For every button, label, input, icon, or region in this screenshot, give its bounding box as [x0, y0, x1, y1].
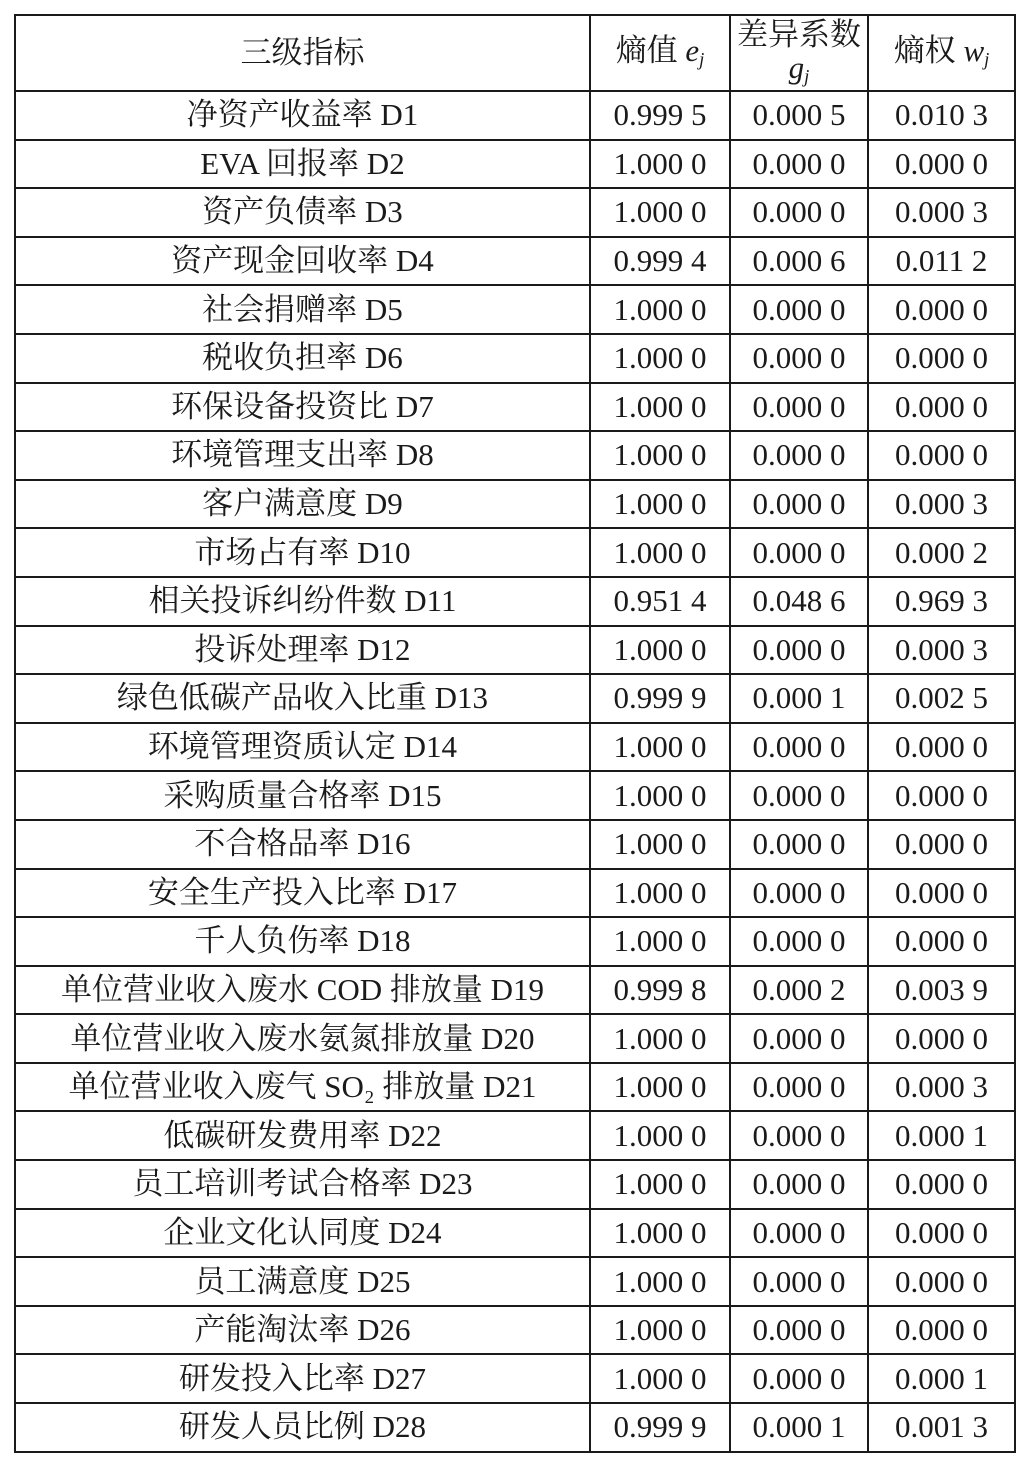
diff-coefficient-cell: 0.000 1: [730, 674, 868, 723]
diff-coefficient-cell: 0.000 0: [730, 528, 868, 577]
diff-coefficient-cell: 0.000 0: [730, 1063, 868, 1112]
entropy-weight-cell: 0.000 0: [868, 1257, 1015, 1306]
diff-coefficient-cell: 0.000 0: [730, 626, 868, 675]
indicator-cell: 千人负伤率 D18: [15, 917, 590, 966]
indicator-cell: 安全生产投入比率 D17: [15, 869, 590, 918]
header-entropy-weight: [868, 15, 1015, 91]
table-row: [15, 1257, 1015, 1306]
indicator-cell: 环保设备投资比 D7: [15, 383, 590, 432]
diff-coefficient-cell: 0.000 5: [730, 91, 868, 140]
indicator-cell: 资产负债率 D3: [15, 188, 590, 237]
indicator-cell: 环境管理支出率 D8: [15, 431, 590, 480]
header-indicator: [15, 15, 590, 91]
indicator-cell: 社会捐赠率 D5: [15, 285, 590, 334]
entropy-weight-cell: 0.000 2: [868, 528, 1015, 577]
diff-coefficient-cell: 0.000 0: [730, 1209, 868, 1258]
diff-coefficient-cell: 0.000 0: [730, 1111, 868, 1160]
entropy-weight-cell: 0.000 0: [868, 431, 1015, 480]
diff-coefficient-cell: 0.000 0: [730, 917, 868, 966]
table-row: [15, 674, 1015, 723]
table-row: [15, 188, 1015, 237]
diff-coefficient-cell: 0.000 0: [730, 1257, 868, 1306]
table-row: [15, 480, 1015, 529]
entropy-cell: 1.000 0: [590, 1257, 730, 1306]
entropy-cell: 1.000 0: [590, 723, 730, 772]
entropy-cell: 0.999 4: [590, 237, 730, 286]
header-diff-symbol: g: [788, 49, 805, 85]
entropy-weight-cell: 0.010 3: [868, 91, 1015, 140]
indicator-cell: 员工满意度 D25: [15, 1257, 590, 1306]
entropy-weight-cell: 0.000 1: [868, 1354, 1015, 1403]
entropy-weight-cell: 0.000 3: [868, 188, 1015, 237]
header-indicator-label: 三级指标: [240, 34, 365, 70]
entropy-cell: 0.999 8: [590, 966, 730, 1015]
table-row: [15, 1306, 1015, 1355]
entropy-cell: 1.000 0: [590, 1306, 730, 1355]
entropy-cell: 1.000 0: [590, 480, 730, 529]
indicator-cell: 研发投入比率 D27: [15, 1354, 590, 1403]
entropy-weight-cell: 0.000 0: [868, 383, 1015, 432]
entropy-weight-cell: 0.000 0: [868, 285, 1015, 334]
entropy-weight-cell: 0.000 0: [868, 820, 1015, 869]
entropy-cell: 1.000 0: [590, 917, 730, 966]
diff-coefficient-cell: 0.000 0: [730, 188, 868, 237]
table-row: [15, 723, 1015, 772]
entropy-weight-cell: 0.969 3: [868, 577, 1015, 626]
indicator-cell: 相关投诉纠纷件数 D11: [15, 577, 590, 626]
entropy-cell: 1.000 0: [590, 285, 730, 334]
indicator-cell: 单位营业收入废气 SO₂ 排放量 D21: [15, 1063, 590, 1112]
table-row: [15, 771, 1015, 820]
header-diff-subscript: j: [804, 66, 810, 88]
indicator-cell: 税收负担率 D6: [15, 334, 590, 383]
indicator-cell: 单位营业收入废水氨氮排放量 D20: [15, 1014, 590, 1063]
entropy-cell: 1.000 0: [590, 1354, 730, 1403]
entropy-cell: 0.999 9: [590, 674, 730, 723]
indicator-cell: 员工培训考试合格率 D23: [15, 1160, 590, 1209]
entropy-cell: 1.000 0: [590, 1014, 730, 1063]
diff-coefficient-cell: 0.000 1: [730, 1403, 868, 1452]
diff-coefficient-cell: 0.000 0: [730, 1354, 868, 1403]
diff-coefficient-cell: 0.000 0: [730, 723, 868, 772]
entropy-weight-table: [14, 14, 1016, 1453]
indicator-cell: 采购质量合格率 D15: [15, 771, 590, 820]
table-row: [15, 966, 1015, 1015]
indicator-cell: 研发人员比例 D28: [15, 1403, 590, 1452]
table-row: [15, 334, 1015, 383]
entropy-weight-cell: 0.000 1: [868, 1111, 1015, 1160]
entropy-cell: 1.000 0: [590, 334, 730, 383]
indicator-cell: 企业文化认同度 D24: [15, 1209, 590, 1258]
entropy-weight-cell: 0.001 3: [868, 1403, 1015, 1452]
entropy-cell: 1.000 0: [590, 771, 730, 820]
diff-coefficient-cell: 0.000 0: [730, 334, 868, 383]
indicator-cell: 绿色低碳产品收入比重 D13: [15, 674, 590, 723]
table-row: [15, 1354, 1015, 1403]
entropy-weight-cell: 0.000 3: [868, 626, 1015, 675]
table-row: [15, 917, 1015, 966]
table-row: [15, 237, 1015, 286]
header-weight-symbol: w: [963, 33, 985, 69]
entropy-cell: 1.000 0: [590, 1063, 730, 1112]
table-row: [15, 869, 1015, 918]
entropy-weight-cell: 0.000 0: [868, 771, 1015, 820]
table-row: [15, 1014, 1015, 1063]
header-entropy: [590, 15, 730, 91]
entropy-weight-cell: 0.000 3: [868, 480, 1015, 529]
indicator-cell: 客户满意度 D9: [15, 480, 590, 529]
diff-coefficient-cell: 0.000 0: [730, 285, 868, 334]
diff-coefficient-cell: 0.000 0: [730, 1014, 868, 1063]
indicator-cell: 环境管理资质认定 D14: [15, 723, 590, 772]
entropy-weight-cell: 0.000 0: [868, 140, 1015, 189]
diff-coefficient-cell: 0.000 0: [730, 820, 868, 869]
entropy-cell: 1.000 0: [590, 1111, 730, 1160]
table-row: [15, 91, 1015, 140]
entropy-cell: 1.000 0: [590, 820, 730, 869]
entropy-cell: 1.000 0: [590, 528, 730, 577]
entropy-weight-cell: 0.011 2: [868, 237, 1015, 286]
diff-coefficient-cell: 0.000 0: [730, 869, 868, 918]
entropy-cell: 1.000 0: [590, 431, 730, 480]
table-row: [15, 1403, 1015, 1452]
diff-coefficient-cell: 0.000 0: [730, 431, 868, 480]
entropy-cell: 1.000 0: [590, 626, 730, 675]
diff-coefficient-cell: 0.000 0: [730, 771, 868, 820]
diff-coefficient-cell: 0.000 2: [730, 966, 868, 1015]
entropy-weight-cell: 0.000 0: [868, 917, 1015, 966]
header-entropy-label: 熵值: [615, 33, 678, 69]
entropy-weight-cell: 0.000 0: [868, 869, 1015, 918]
table-row: [15, 383, 1015, 432]
entropy-cell: 0.999 9: [590, 1403, 730, 1452]
table-row: [15, 140, 1015, 189]
table-row: [15, 431, 1015, 480]
indicator-cell: 产能淘汰率 D26: [15, 1306, 590, 1355]
entropy-cell: 1.000 0: [590, 383, 730, 432]
diff-coefficient-cell: 0.000 0: [730, 140, 868, 189]
diff-coefficient-cell: 0.000 0: [730, 383, 868, 432]
diff-coefficient-cell: 0.048 6: [730, 577, 868, 626]
indicator-cell: 净资产收益率 D1: [15, 91, 590, 140]
indicator-cell: 单位营业收入废水 COD 排放量 D19: [15, 966, 590, 1015]
table-row: [15, 577, 1015, 626]
indicator-cell: 市场占有率 D10: [15, 528, 590, 577]
entropy-weight-cell: 0.003 9: [868, 966, 1015, 1015]
entropy-weight-cell: 0.000 0: [868, 1209, 1015, 1258]
indicator-cell: 低碳研发费用率 D22: [15, 1111, 590, 1160]
indicator-cell: EVA 回报率 D2: [15, 140, 590, 189]
entropy-cell: 1.000 0: [590, 140, 730, 189]
entropy-weight-cell: 0.000 0: [868, 1014, 1015, 1063]
diff-coefficient-cell: 0.000 0: [730, 1160, 868, 1209]
entropy-cell: 0.999 5: [590, 91, 730, 140]
table-row: [15, 1063, 1015, 1112]
header-entropy-symbol: e: [685, 33, 700, 69]
entropy-weight-cell: 0.000 3: [868, 1063, 1015, 1112]
entropy-weight-cell: 0.000 0: [868, 1160, 1015, 1209]
indicator-cell: 不合格品率 D16: [15, 820, 590, 869]
entropy-cell: 1.000 0: [590, 188, 730, 237]
entropy-cell: 0.951 4: [590, 577, 730, 626]
entropy-weight-cell: 0.000 0: [868, 723, 1015, 772]
indicator-cell: 投诉处理率 D12: [15, 626, 590, 675]
table-row: [15, 1111, 1015, 1160]
indicator-cell: 资产现金回收率 D4: [15, 237, 590, 286]
header-weight-subscript: j: [984, 50, 990, 72]
table-row: [15, 528, 1015, 577]
header-diff-coefficient: [730, 15, 868, 91]
table-row: [15, 820, 1015, 869]
table-row: [15, 1160, 1015, 1209]
table-row: [15, 626, 1015, 675]
table-row: [15, 1209, 1015, 1258]
header-weight-label: 熵权: [893, 33, 956, 69]
entropy-cell: 1.000 0: [590, 1160, 730, 1209]
entropy-weight-cell: 0.000 0: [868, 1306, 1015, 1355]
entropy-cell: 1.000 0: [590, 869, 730, 918]
table-row: [15, 285, 1015, 334]
diff-coefficient-cell: 0.000 0: [730, 1306, 868, 1355]
entropy-weight-cell: 0.002 5: [868, 674, 1015, 723]
entropy-cell: 1.000 0: [590, 1209, 730, 1258]
table-header-row: [15, 15, 1015, 91]
diff-coefficient-cell: 0.000 0: [730, 480, 868, 529]
entropy-weight-cell: 0.000 0: [868, 334, 1015, 383]
header-diff-label: 差异系数: [737, 17, 861, 53]
diff-coefficient-cell: 0.000 6: [730, 237, 868, 286]
header-entropy-subscript: j: [699, 50, 705, 72]
table-body: [15, 91, 1015, 1452]
